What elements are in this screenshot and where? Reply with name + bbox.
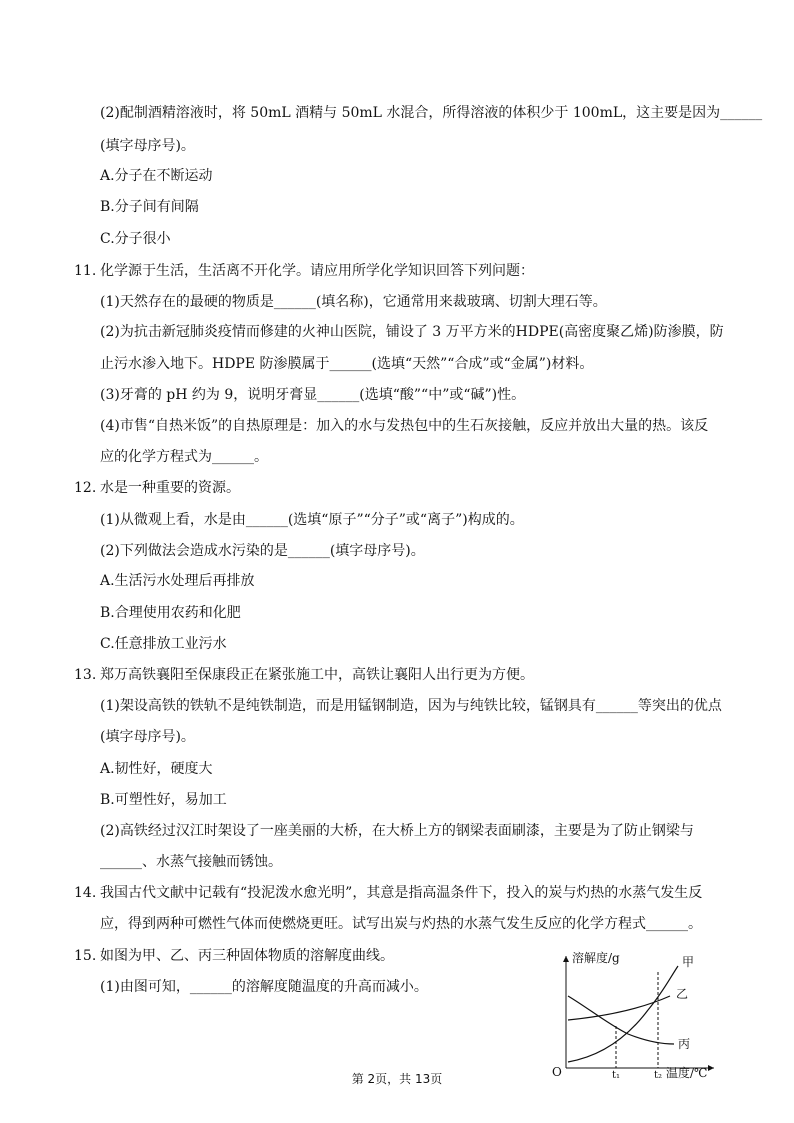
- question-15-number: 15.: [74, 948, 97, 964]
- q11-part2-line2: 止污水渗入地下。HDPE 防渗膜属于______(选填“天然”“合成”或“金属”)材料。: [100, 356, 594, 372]
- curve-yi: [568, 996, 670, 1020]
- q13-option-b: B.可塑性好，易加工: [100, 792, 227, 808]
- t1-label: t₁: [612, 1070, 621, 1080]
- y-axis-label: 溶解度/g: [572, 951, 620, 965]
- question-11-stem: 化学源于生活，生活离不开化学。请应用所学化学知识回答下列问题：: [100, 263, 534, 279]
- x-axis-label: 温度/℃: [666, 1066, 708, 1080]
- origin-label: O: [552, 1065, 562, 1079]
- q12-part2: (2)下列做法会造成水污染的是______(填字母序号)。: [100, 543, 425, 559]
- curve-yi-label: 乙: [676, 987, 689, 1001]
- question-12-stem: 水是一种重要的资源。: [100, 480, 240, 496]
- question-13-stem: 郑万高铁襄阳至保康段正在紧张施工中，高铁让襄阳人出行更为方便。: [100, 667, 534, 683]
- q10-option-a: A.分子在不断运动: [100, 168, 213, 184]
- question-11-number: 11.: [74, 263, 97, 279]
- question-14-number: 14.: [74, 885, 97, 901]
- q11-part3: (3)牙膏的 pH 约为 9，说明牙膏显______(选填“酸”“中”或“碱”)性。: [100, 387, 526, 403]
- q10-option-b: B.分子间有间隔: [100, 199, 199, 215]
- curve-jia: [568, 966, 678, 1062]
- question-15-stem: 如图为甲、乙、丙三种固体物质的溶解度曲线。: [100, 948, 394, 964]
- q11-part4-line1: (4)市售“自热米饭”的自热原理是：加入的水与发热包中的生石灰接触，反应并放出大量的热。该反: [100, 418, 709, 434]
- q12-option-b: B.合理使用农药和化肥: [100, 605, 241, 621]
- q12-option-a: A.生活污水处理后再排放: [100, 573, 255, 589]
- curve-jia-label: 甲: [682, 955, 695, 969]
- solubility-curve-figure: [548, 950, 728, 1080]
- q10-option-c: C.分子很小: [100, 231, 171, 247]
- q13-part1-line2: (填字母序号)。: [100, 729, 195, 745]
- question-14-line2: 应，得到两种可燃性气体而使燃烧更旺。试写出炭与灼热的水蒸气发生反应的化学方程式______。: [100, 916, 702, 932]
- q13-option-a: A.韧性好，硬度大: [100, 761, 213, 777]
- q13-part2-line1: (2)高铁经过汉江时架设了一座美丽的大桥，在大桥上方的钢梁表面刷漆，主要是为了防止钢梁与: [100, 823, 694, 839]
- curve-bing-label: 丙: [678, 1037, 691, 1051]
- q12-part1: (1)从微观上看，水是由______(选填“原子”“分子”或“离子”)构成的。: [100, 512, 524, 528]
- q11-part1: (1)天然存在的最硬的物质是______(填名称)，它通常用来裁玻璃、切割大理石等。: [100, 294, 607, 310]
- page-footer: 第 2页，共 13页: [351, 1072, 443, 1086]
- t2-label: t₂: [654, 1070, 663, 1080]
- q11-part4-line2: 应的化学方程式为______。: [100, 449, 268, 465]
- question-14-line1: 我国古代文献中记载有“投泥泼水愈光明”，其意是指高温条件下，投入的炭与灼热的水蒸气发生反: [100, 885, 703, 901]
- q15-part1: (1)由图可知，______的溶解度随温度的升高而减小。: [100, 979, 428, 995]
- q12-option-c: C.任意排放工业污水: [100, 636, 227, 652]
- q11-part2-line1: (2)为抗击新冠肺炎疫情而修建的火神山医院，铺设了 3 万平方米的HDPE(高密度聚乙烯)防渗膜，防: [100, 324, 724, 340]
- q10-part2-line2: (填字母序号)。: [100, 138, 195, 154]
- q13-part2-line2: ______、水蒸气接触而锈蚀。: [100, 854, 282, 870]
- q13-part1-line1: (1)架设高铁的铁轨不是纯铁制造，而是用锰钢制造，因为与纯铁比较，锰钢具有______等突出的优点: [100, 698, 722, 714]
- question-13-number: 13.: [74, 667, 97, 683]
- question-12-number: 12.: [74, 480, 97, 496]
- q10-part2-line1: (2)配制酒精溶液时，将 50mL 酒精与 50mL 水混合，所得溶液的体积少于 100mL，这主要是因为______: [100, 105, 763, 121]
